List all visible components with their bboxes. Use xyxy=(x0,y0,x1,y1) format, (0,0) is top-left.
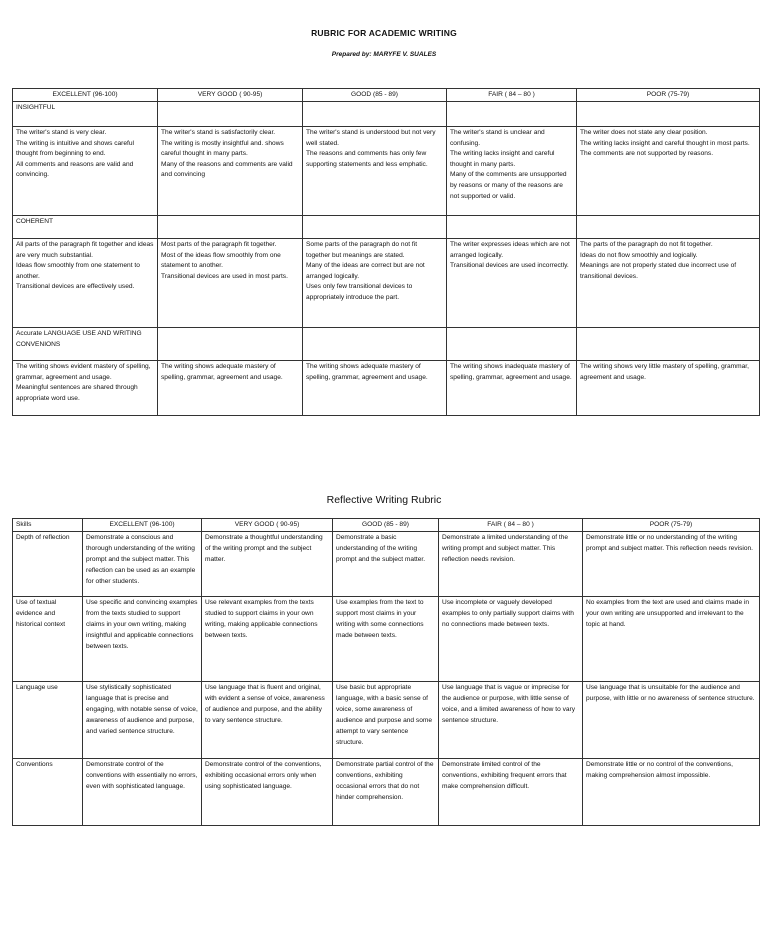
header-fair: FAIR ( 84 – 80 ) xyxy=(447,89,577,102)
cell-fair: Use language that is vague or imprecise for the audience or purpose, with little sense of voice, and a limited awareness of how to vary sentence structure. xyxy=(439,682,583,759)
empty-cell xyxy=(303,328,447,361)
empty-cell xyxy=(447,328,577,361)
section-row-language-use xyxy=(13,328,760,361)
section-label: Accurate LANGUAGE USE AND WRITING CONVENIONS xyxy=(13,328,158,361)
cell-poor: Demonstrate little or no control of the conventions, making comprehension almost impossible. xyxy=(583,759,760,826)
section-label: COHERENT xyxy=(13,216,158,239)
header-good: GOOD (85 - 89) xyxy=(303,89,447,102)
empty-cell xyxy=(158,328,303,361)
section-label: INSIGHTFUL xyxy=(13,102,158,127)
cell-very-good: The writer's stand is satisfactorily clear. The writing is mostly insightful and. shows careful thought in many parts. Many of the reasons and comments are valid and convincing xyxy=(158,127,303,216)
cell-very-good: Use language that is fluent and original, with evident a sense of voice, awareness of audience and purpose, and the ability to vary sentence structure. xyxy=(202,682,333,759)
cell-excellent: Demonstrate control of the conventions with essentially no errors, even with sophisticated language. xyxy=(83,759,202,826)
header-very-good: VERY GOOD ( 90-95) xyxy=(158,89,303,102)
header-excellent: EXCELLENT (96-100) xyxy=(83,519,202,532)
empty-cell xyxy=(577,216,760,239)
cell-good: Demonstrate partial control of the conventions, exhibiting occasional errors that do not hinder comprehension. xyxy=(333,759,439,826)
cell-fair: The writer's stand is unclear and confusing. The writing lacks insight and careful thought in many parts. Many of the comments are unsupported by reasons or many of the reasons are not supported or valid. xyxy=(447,127,577,216)
empty-cell xyxy=(577,328,760,361)
skill-label: Conventions xyxy=(13,759,83,826)
skill-row-language-use xyxy=(13,682,760,759)
cell-good: Demonstrate a basic understanding of the writing prompt and the subject matter. xyxy=(333,532,439,597)
rubric-title: RUBRIC FOR ACADEMIC WRITING xyxy=(311,28,457,38)
criteria-row-coherent xyxy=(13,239,760,328)
header-good: GOOD (85 - 89) xyxy=(333,519,439,532)
cell-good: Use basic but appropriate language, with a basic sense of voice, some awareness of audience and purpose and some attempt to vary sentence structure. xyxy=(333,682,439,759)
cell-good: Some parts of the paragraph do not fit together but meanings are stated. Many of the ideas are correct but are not arranged logically. Uses only few transitional devices to appropriately introduce the part. xyxy=(303,239,447,328)
empty-cell xyxy=(447,216,577,239)
skill-label: Depth of reflection xyxy=(13,532,83,597)
cell-very-good: Demonstrate control of the conventions, exhibiting occasional errors only when using sophisticated language. xyxy=(202,759,333,826)
reflective-rubric-title: Reflective Writing Rubric xyxy=(326,494,442,506)
criteria-row-insightful xyxy=(13,127,760,216)
cell-poor: The writer does not state any clear position. The writing lacks insight and careful thought in most parts. The comments are not supported by reasons. xyxy=(577,127,760,216)
cell-excellent: Demonstrate a conscious and thorough understanding of the writing prompt and the subject matter. This reflection can be used as an example for other students. xyxy=(83,532,202,597)
header-fair: FAIR ( 84 – 80 ) xyxy=(439,519,583,532)
cell-poor: Use language that is unsuitable for the audience and purpose, with little or no awareness of sentence structure. xyxy=(583,682,760,759)
cell-fair: Demonstrate a limited understanding of the writing prompt and subject matter. This reflection needs revision. xyxy=(439,532,583,597)
cell-excellent: Use stylistically sophisticated language that is precise and engaging, with notable sense of voice, awareness of audience and purpose, and varied sentence structure. xyxy=(83,682,202,759)
cell-excellent: The writing shows evident mastery of spelling, grammar, agreement and usage. Meaningful sentences are shared through appropriate word use. xyxy=(13,361,158,416)
skill-row-depth-of-reflection xyxy=(13,532,760,597)
skill-row-conventions xyxy=(13,759,760,826)
cell-very-good: Use relevant examples from the texts studied to support claims in your own writing, making applicable connections between texts. xyxy=(202,597,333,682)
cell-very-good: Demonstrate a thoughtful understanding of the writing prompt and the subject matter. xyxy=(202,532,333,597)
empty-cell xyxy=(303,102,447,127)
header-excellent: EXCELLENT (96-100) xyxy=(13,89,158,102)
cell-poor: No examples from the text are used and claims made in your own writing are unsupported and irrelevant to the topic at hand. xyxy=(583,597,760,682)
empty-cell xyxy=(303,216,447,239)
cell-fair: The writing shows inadequate mastery of spelling, grammar, agreement and usage. xyxy=(447,361,577,416)
prepared-by: Prepared by: MARYFE V. SUALES xyxy=(331,51,437,58)
criteria-row-language-use xyxy=(13,361,760,416)
cell-good: The writer's stand is understood but not very well stated. The reasons and comments has only few supporting statements and less emphatic. xyxy=(303,127,447,216)
skill-label: Use of textual evidence and historical context xyxy=(13,597,83,682)
empty-cell xyxy=(158,216,303,239)
skill-row-textual-evidence xyxy=(13,597,760,682)
empty-cell xyxy=(447,102,577,127)
cell-excellent: All parts of the paragraph fit together and ideas are very much substantial. Ideas flow smoothly from one statement to another. Transitional devices are effectively used. xyxy=(13,239,158,328)
cell-excellent: Use specific and convincing examples from the texts studied to support claims in your own writing, making insightful and applicable connections between texts. xyxy=(83,597,202,682)
cell-very-good: The writing shows adequate mastery of spelling, grammar, agreement and usage. xyxy=(158,361,303,416)
cell-fair: The writer expresses ideas which are not arranged logically. Transitional devices are used incorrectly. xyxy=(447,239,577,328)
section-row-coherent xyxy=(13,216,760,239)
empty-cell xyxy=(577,102,760,127)
empty-cell xyxy=(158,102,303,127)
cell-excellent: The writer's stand is very clear. The writing is intuitive and shows careful thought from beginning to end. All comments and reasons are valid and convincing. xyxy=(13,127,158,216)
skill-label: Language use xyxy=(13,682,83,759)
cell-poor: The writing shows very little mastery of spelling, grammar, agreement and usage. xyxy=(577,361,760,416)
header-row xyxy=(13,89,760,102)
reflective-writing-rubric-table xyxy=(12,518,760,826)
header-poor: POOR (75-79) xyxy=(583,519,760,532)
academic-writing-rubric-table xyxy=(12,88,760,416)
cell-good: Use examples from the text to support most claims in your writing with some connections made between texts. xyxy=(333,597,439,682)
section-row-insightful xyxy=(13,102,760,127)
cell-fair: Demonstrate limited control of the conventions, exhibiting frequent errors that make comprehension difficult. xyxy=(439,759,583,826)
cell-poor: The parts of the paragraph do not fit together. Ideas do not flow smoothly and logically. Meanings are not properly stated due incorrect use of transitional devices. xyxy=(577,239,760,328)
cell-very-good: Most parts of the paragraph fit together. Most of the ideas flow smoothly from one statement to another. Transitional devices are used in most parts. xyxy=(158,239,303,328)
cell-good: The writing shows adequate mastery of spelling, grammar, agreement and usage. xyxy=(303,361,447,416)
cell-fair: Use incomplete or vaguely developed examples to only partially support claims with no connections made between texts. xyxy=(439,597,583,682)
header-poor: POOR (75-79) xyxy=(577,89,760,102)
cell-poor: Demonstrate little or no understanding of the writing prompt and subject matter. This reflection needs revision. xyxy=(583,532,760,597)
header-row xyxy=(13,519,760,532)
header-skills: Skills xyxy=(13,519,83,532)
header-very-good: VERY GOOD ( 90-95) xyxy=(202,519,333,532)
